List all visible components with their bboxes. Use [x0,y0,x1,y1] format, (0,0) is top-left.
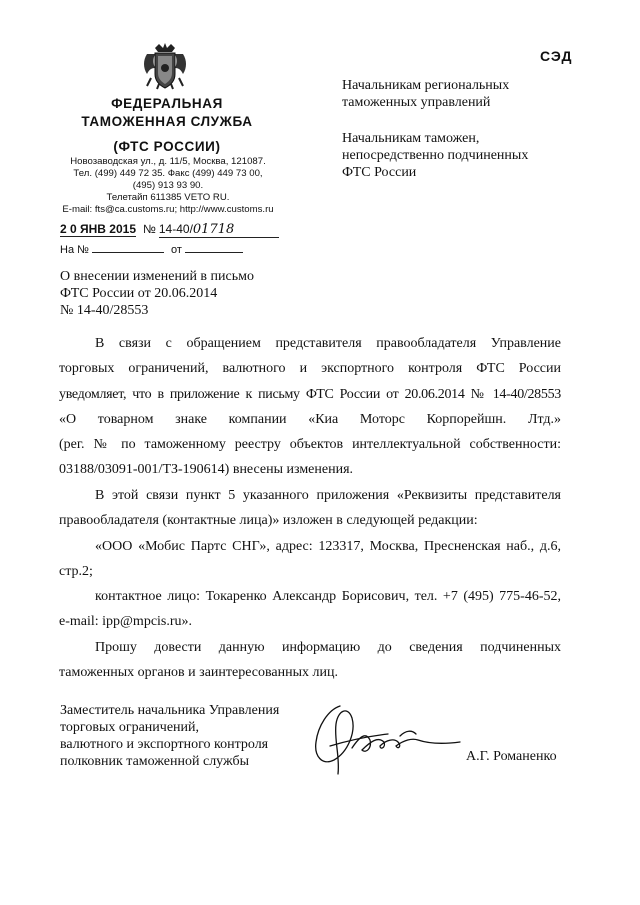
body-line [59,437,561,453]
registration-number [159,222,279,238]
body-line [59,361,561,377]
reference-number-blank [92,242,164,253]
reference-date-blank [185,242,243,253]
text: торговых ограничений, валютного и экспортного контроля ФТС России [59,361,561,376]
reference-date-label: от [171,244,182,256]
registration-line [60,222,279,238]
body-line [95,640,561,656]
contact-phone: Тел. (499) 449 72 35. Факс (499) 449 73 00, [73,168,263,179]
position-line: валютного и экспортного контроля [60,737,269,752]
position-line: торговых ограничений, [60,720,200,735]
addressee-line: таможенных управлений [342,95,491,110]
body-line [95,336,561,352]
org-name-line1: ФЕДЕРАЛЬНАЯ [111,96,223,111]
text: контактное лицо: Токаренко Александр Борисович, тел. +7 (495) 775-46-52, [95,589,561,604]
body-line: правообладателя (контактные лица)» изложен в следующей редакции: [59,513,478,528]
organization-contacts [52,156,284,216]
text: «ООО «Мобис Партс СНГ», адрес: 123317, Москва, Пресненская наб., д.6, [95,539,561,554]
registration-number-handwritten: 01718 [192,222,235,237]
addressee-line: Начальникам региональных [342,78,510,93]
position-line: полковник таможенной службы [60,754,250,769]
org-name-line2: ТАМОЖЕННАЯ СЛУЖБА [81,114,253,129]
contact-email: E-mail: fts@ca.customs.ru; http://www.customs.ru [62,204,274,215]
position-line: Заместитель начальника Управления [60,703,280,718]
signer-name: А.Г. Романенко [466,749,557,764]
subject-line: О внесении изменений в письмо [60,269,254,284]
subject-line: ФТС России от 20.06.2014 [60,286,218,301]
text: В связи с обращением представителя правообладателя Управление [95,336,561,351]
org-short-name: (ФТС РОССИИ) [113,139,221,154]
addressee-customs [342,130,528,181]
reference-line [60,242,243,256]
body-line [59,412,561,428]
organization-name [62,95,272,156]
contact-teletype: Телетайп 611385 VETO RU. [106,192,230,203]
text: Прошу довести данную информацию до сведения подчиненных [95,640,561,655]
contact-address: Новозаводская ул., д. 11/5, Москва, 121087. [70,156,266,167]
body-line [95,488,561,504]
body-line: 03188/03091-001/ТЗ-190614) внесены изменения. [59,462,354,477]
contact-phone2: (495) 913 93 90. [132,180,204,191]
handwritten-signature [300,696,470,788]
coat-of-arms-emblem [141,40,189,90]
registration-date: 2 0 ЯНВ 2015 [60,222,137,236]
body-line [59,387,561,403]
body-line: стр.2; [59,564,93,579]
body-line [95,589,561,605]
text: В этой связи пункт 5 указанного приложения «Реквизиты представителя [95,488,561,503]
addressee-line: непосредственно подчиненных [342,148,529,163]
subject-line: № 14-40/28553 [60,303,149,318]
registration-number-printed: 14-40/ [158,222,193,236]
text: (рег. № по таможенному реестру объектов интеллектуальной собственности: [59,437,561,452]
registration-number-label: № [143,222,156,236]
text: «О товарном знаке компании «Киа Моторс Корпорейшн. Лтд.» [59,412,561,427]
addressee-line: ФТС России [342,165,417,180]
text: уведомляет, что в приложение к письму ФТС России от 20.06.2014 № 14-40/28553 [59,387,561,402]
body-line: e-mail: ipp@mpcis.ru». [59,614,193,629]
letter-subject [60,268,254,319]
addressee-line: Начальникам таможен, [342,131,480,146]
signatory-position [60,702,279,770]
body-line [95,539,561,555]
body-line: таможенных органов и заинтересованных лиц. [59,665,338,680]
reference-number-label: На № [60,244,89,256]
addressee-regional [342,77,509,111]
sed-mark: СЭД [540,48,573,64]
